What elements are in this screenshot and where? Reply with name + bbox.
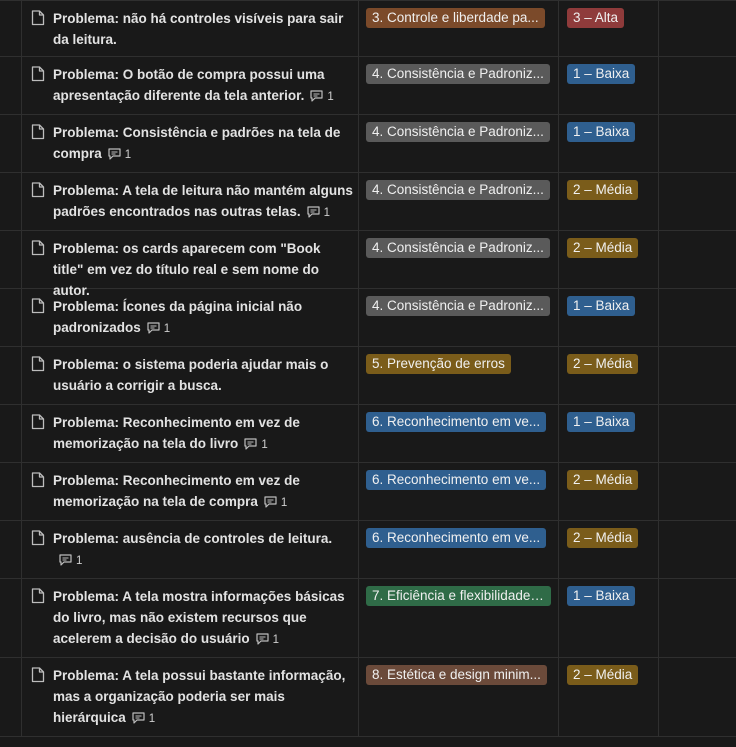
column-divider xyxy=(558,1,559,56)
priority-tag[interactable]: 1 – Baixa xyxy=(567,64,635,84)
table-row[interactable] xyxy=(0,579,736,658)
comment-count-value: 1 xyxy=(124,149,132,161)
column-divider xyxy=(21,231,22,288)
comment-count-value: 1 xyxy=(148,713,156,725)
row-title-text: Problema: A tela possui bastante informação, mas a organização poderia ser mais hierárquica xyxy=(53,668,346,725)
column-divider xyxy=(658,579,659,657)
column-divider xyxy=(358,579,359,657)
table-row[interactable] xyxy=(0,0,736,57)
row-title[interactable] xyxy=(53,665,353,730)
column-divider xyxy=(558,57,559,114)
page-icon xyxy=(31,298,45,314)
page-icon xyxy=(31,667,45,683)
column-divider xyxy=(21,658,22,736)
priority-tag[interactable]: 1 – Baixa xyxy=(567,586,635,606)
table-row[interactable] xyxy=(0,347,736,405)
category-tag[interactable]: 4. Consistência e Padroniz... xyxy=(366,180,550,200)
column-divider xyxy=(658,231,659,288)
column-divider xyxy=(21,173,22,230)
row-title-text: Problema: não há controles visíveis para sair da leitura. xyxy=(53,11,344,47)
priority-tag[interactable]: 2 – Média xyxy=(567,238,638,258)
column-divider xyxy=(658,463,659,520)
comment-icon xyxy=(59,555,76,567)
table-row[interactable] xyxy=(0,173,736,231)
column-divider xyxy=(558,289,559,346)
category-tag[interactable]: 3. Controle e liberdade pa... xyxy=(366,8,545,28)
row-title[interactable] xyxy=(53,470,353,514)
comment-count[interactable] xyxy=(244,435,267,456)
column-divider xyxy=(558,521,559,578)
table-row[interactable] xyxy=(0,289,736,347)
column-divider xyxy=(21,463,22,520)
category-tag[interactable]: 4. Consistência e Padroniz... xyxy=(366,64,550,84)
column-divider xyxy=(21,347,22,404)
page-icon xyxy=(31,530,45,546)
column-divider xyxy=(358,115,359,172)
comment-count[interactable] xyxy=(147,319,170,340)
comment-icon xyxy=(244,439,261,451)
comment-icon xyxy=(307,207,324,219)
page-icon xyxy=(31,588,45,604)
comment-count[interactable] xyxy=(264,493,287,514)
row-title-text: Problema: o sistema poderia ajudar mais o usuário a corrigir a busca. xyxy=(53,357,329,393)
priority-tag[interactable]: 2 – Média xyxy=(567,665,638,685)
table-row[interactable] xyxy=(0,658,736,737)
comment-count-value: 1 xyxy=(327,91,334,103)
comment-icon xyxy=(264,497,281,509)
column-divider xyxy=(358,521,359,578)
column-divider xyxy=(358,405,359,462)
comment-count[interactable] xyxy=(132,709,155,730)
column-divider xyxy=(558,579,559,657)
table-row[interactable] xyxy=(0,115,736,173)
comment-count-value: 1 xyxy=(272,634,279,646)
column-divider xyxy=(558,405,559,462)
row-title-text: Problema: ausência de controles de leitura. xyxy=(53,531,333,546)
comment-icon xyxy=(310,91,327,103)
column-divider xyxy=(358,347,359,404)
row-title-text: Problema: O botão de compra possui uma apresentação diferente da tela anterior. xyxy=(53,67,325,103)
column-divider xyxy=(658,289,659,346)
column-divider xyxy=(658,173,659,230)
comment-count-value: 1 xyxy=(76,555,83,567)
column-divider xyxy=(21,1,22,56)
priority-tag[interactable]: 1 – Baixa xyxy=(567,412,635,432)
comment-count[interactable] xyxy=(108,145,131,166)
column-divider xyxy=(21,405,22,462)
category-tag[interactable]: 4. Consistência e Padroniz... xyxy=(366,296,550,316)
row-title[interactable] xyxy=(53,528,353,572)
row-title[interactable] xyxy=(53,586,353,651)
category-tag[interactable]: 7. Eficiência e flexibilidade ... xyxy=(366,586,551,606)
page-icon xyxy=(31,124,45,140)
column-divider xyxy=(21,115,22,172)
comment-icon xyxy=(256,634,273,646)
table-row[interactable] xyxy=(0,405,736,463)
column-divider xyxy=(658,347,659,404)
category-tag[interactable]: 6. Reconhecimento em ve... xyxy=(366,412,546,432)
column-divider xyxy=(558,115,559,172)
column-divider xyxy=(358,231,359,288)
table-row[interactable] xyxy=(0,231,736,298)
column-divider xyxy=(558,173,559,230)
row-title[interactable] xyxy=(53,412,353,456)
page-icon xyxy=(31,356,45,372)
column-divider xyxy=(658,1,659,56)
column-divider xyxy=(558,231,559,288)
comment-icon xyxy=(132,713,149,725)
column-divider xyxy=(358,57,359,114)
category-tag[interactable]: 4. Consistência e Padroniz... xyxy=(366,122,550,142)
comment-count-value: 1 xyxy=(261,439,268,451)
column-divider xyxy=(358,173,359,230)
page-icon xyxy=(31,472,45,488)
column-divider xyxy=(558,658,559,736)
column-divider xyxy=(21,579,22,657)
priority-tag[interactable]: 3 – Alta xyxy=(567,8,624,28)
row-title-text: Problema: Reconhecimento em vez de memorização na tela do livro xyxy=(53,415,300,451)
category-tag[interactable]: 6. Reconhecimento em ve... xyxy=(366,470,546,490)
page-icon xyxy=(31,182,45,198)
row-title[interactable] xyxy=(53,354,353,396)
column-divider xyxy=(21,289,22,346)
column-divider xyxy=(358,463,359,520)
column-divider xyxy=(658,57,659,114)
page-icon xyxy=(31,10,45,26)
row-title-text: Problema: Ícones da página inicial não padronizados xyxy=(53,299,303,335)
comment-icon xyxy=(147,323,164,335)
row-title-text: Problema: Reconhecimento em vez de memorização na tela de compra xyxy=(53,473,300,509)
table-row[interactable] xyxy=(0,521,736,579)
priority-tag[interactable]: 1 – Baixa xyxy=(567,296,635,316)
comment-count-value: 1 xyxy=(163,323,171,335)
row-title[interactable] xyxy=(53,8,353,50)
page-icon xyxy=(31,66,45,82)
column-divider xyxy=(21,57,22,114)
page-icon xyxy=(31,414,45,430)
comment-count[interactable] xyxy=(310,87,333,108)
row-title[interactable] xyxy=(53,64,353,108)
column-divider xyxy=(358,289,359,346)
comment-count[interactable] xyxy=(256,630,279,651)
priority-tag[interactable]: 2 – Média xyxy=(567,528,638,548)
comment-count[interactable] xyxy=(307,203,330,224)
priority-tag[interactable]: 2 – Média xyxy=(567,354,638,374)
category-tag[interactable]: 8. Estética e design minim... xyxy=(366,665,547,685)
column-divider xyxy=(558,347,559,404)
row-title[interactable] xyxy=(53,296,353,340)
column-divider xyxy=(358,658,359,736)
priority-tag[interactable]: 1 – Baixa xyxy=(567,122,635,142)
row-title[interactable] xyxy=(53,180,353,224)
category-tag[interactable]: 6. Reconhecimento em ve... xyxy=(366,528,546,548)
page-icon xyxy=(31,240,45,256)
priority-tag[interactable]: 2 – Média xyxy=(567,180,638,200)
column-divider xyxy=(21,521,22,578)
row-title-text: Problema: A tela de leitura não mantém alguns padrões encontrados nas outras telas. xyxy=(53,183,353,219)
column-divider xyxy=(358,1,359,56)
row-title-text: Problema: os cards aparecem com "Book title" em vez do título real e sem nome do autor. xyxy=(53,241,321,298)
column-divider xyxy=(558,463,559,520)
category-tag[interactable]: 4. Consistência e Padroniz... xyxy=(366,238,550,258)
comment-count-value: 1 xyxy=(323,207,330,219)
table-row[interactable] xyxy=(0,57,736,115)
column-divider xyxy=(658,658,659,736)
comment-icon xyxy=(108,149,125,161)
row-title-text: Problema: Consistência e padrões na tela de compra xyxy=(53,125,341,161)
priority-tag[interactable]: 2 – Média xyxy=(567,470,638,490)
table-row[interactable] xyxy=(0,463,736,521)
column-divider xyxy=(658,405,659,462)
category-tag[interactable]: 5. Prevenção de erros xyxy=(366,354,511,374)
column-divider xyxy=(658,115,659,172)
row-title[interactable] xyxy=(53,122,353,166)
column-divider xyxy=(658,521,659,578)
comment-count-value: 1 xyxy=(280,497,288,509)
row-title-text: Problema: A tela mostra informações básicas do livro, mas não existem recursos que acelerem a decisão do usuário xyxy=(53,589,345,646)
comment-count[interactable] xyxy=(59,551,82,572)
